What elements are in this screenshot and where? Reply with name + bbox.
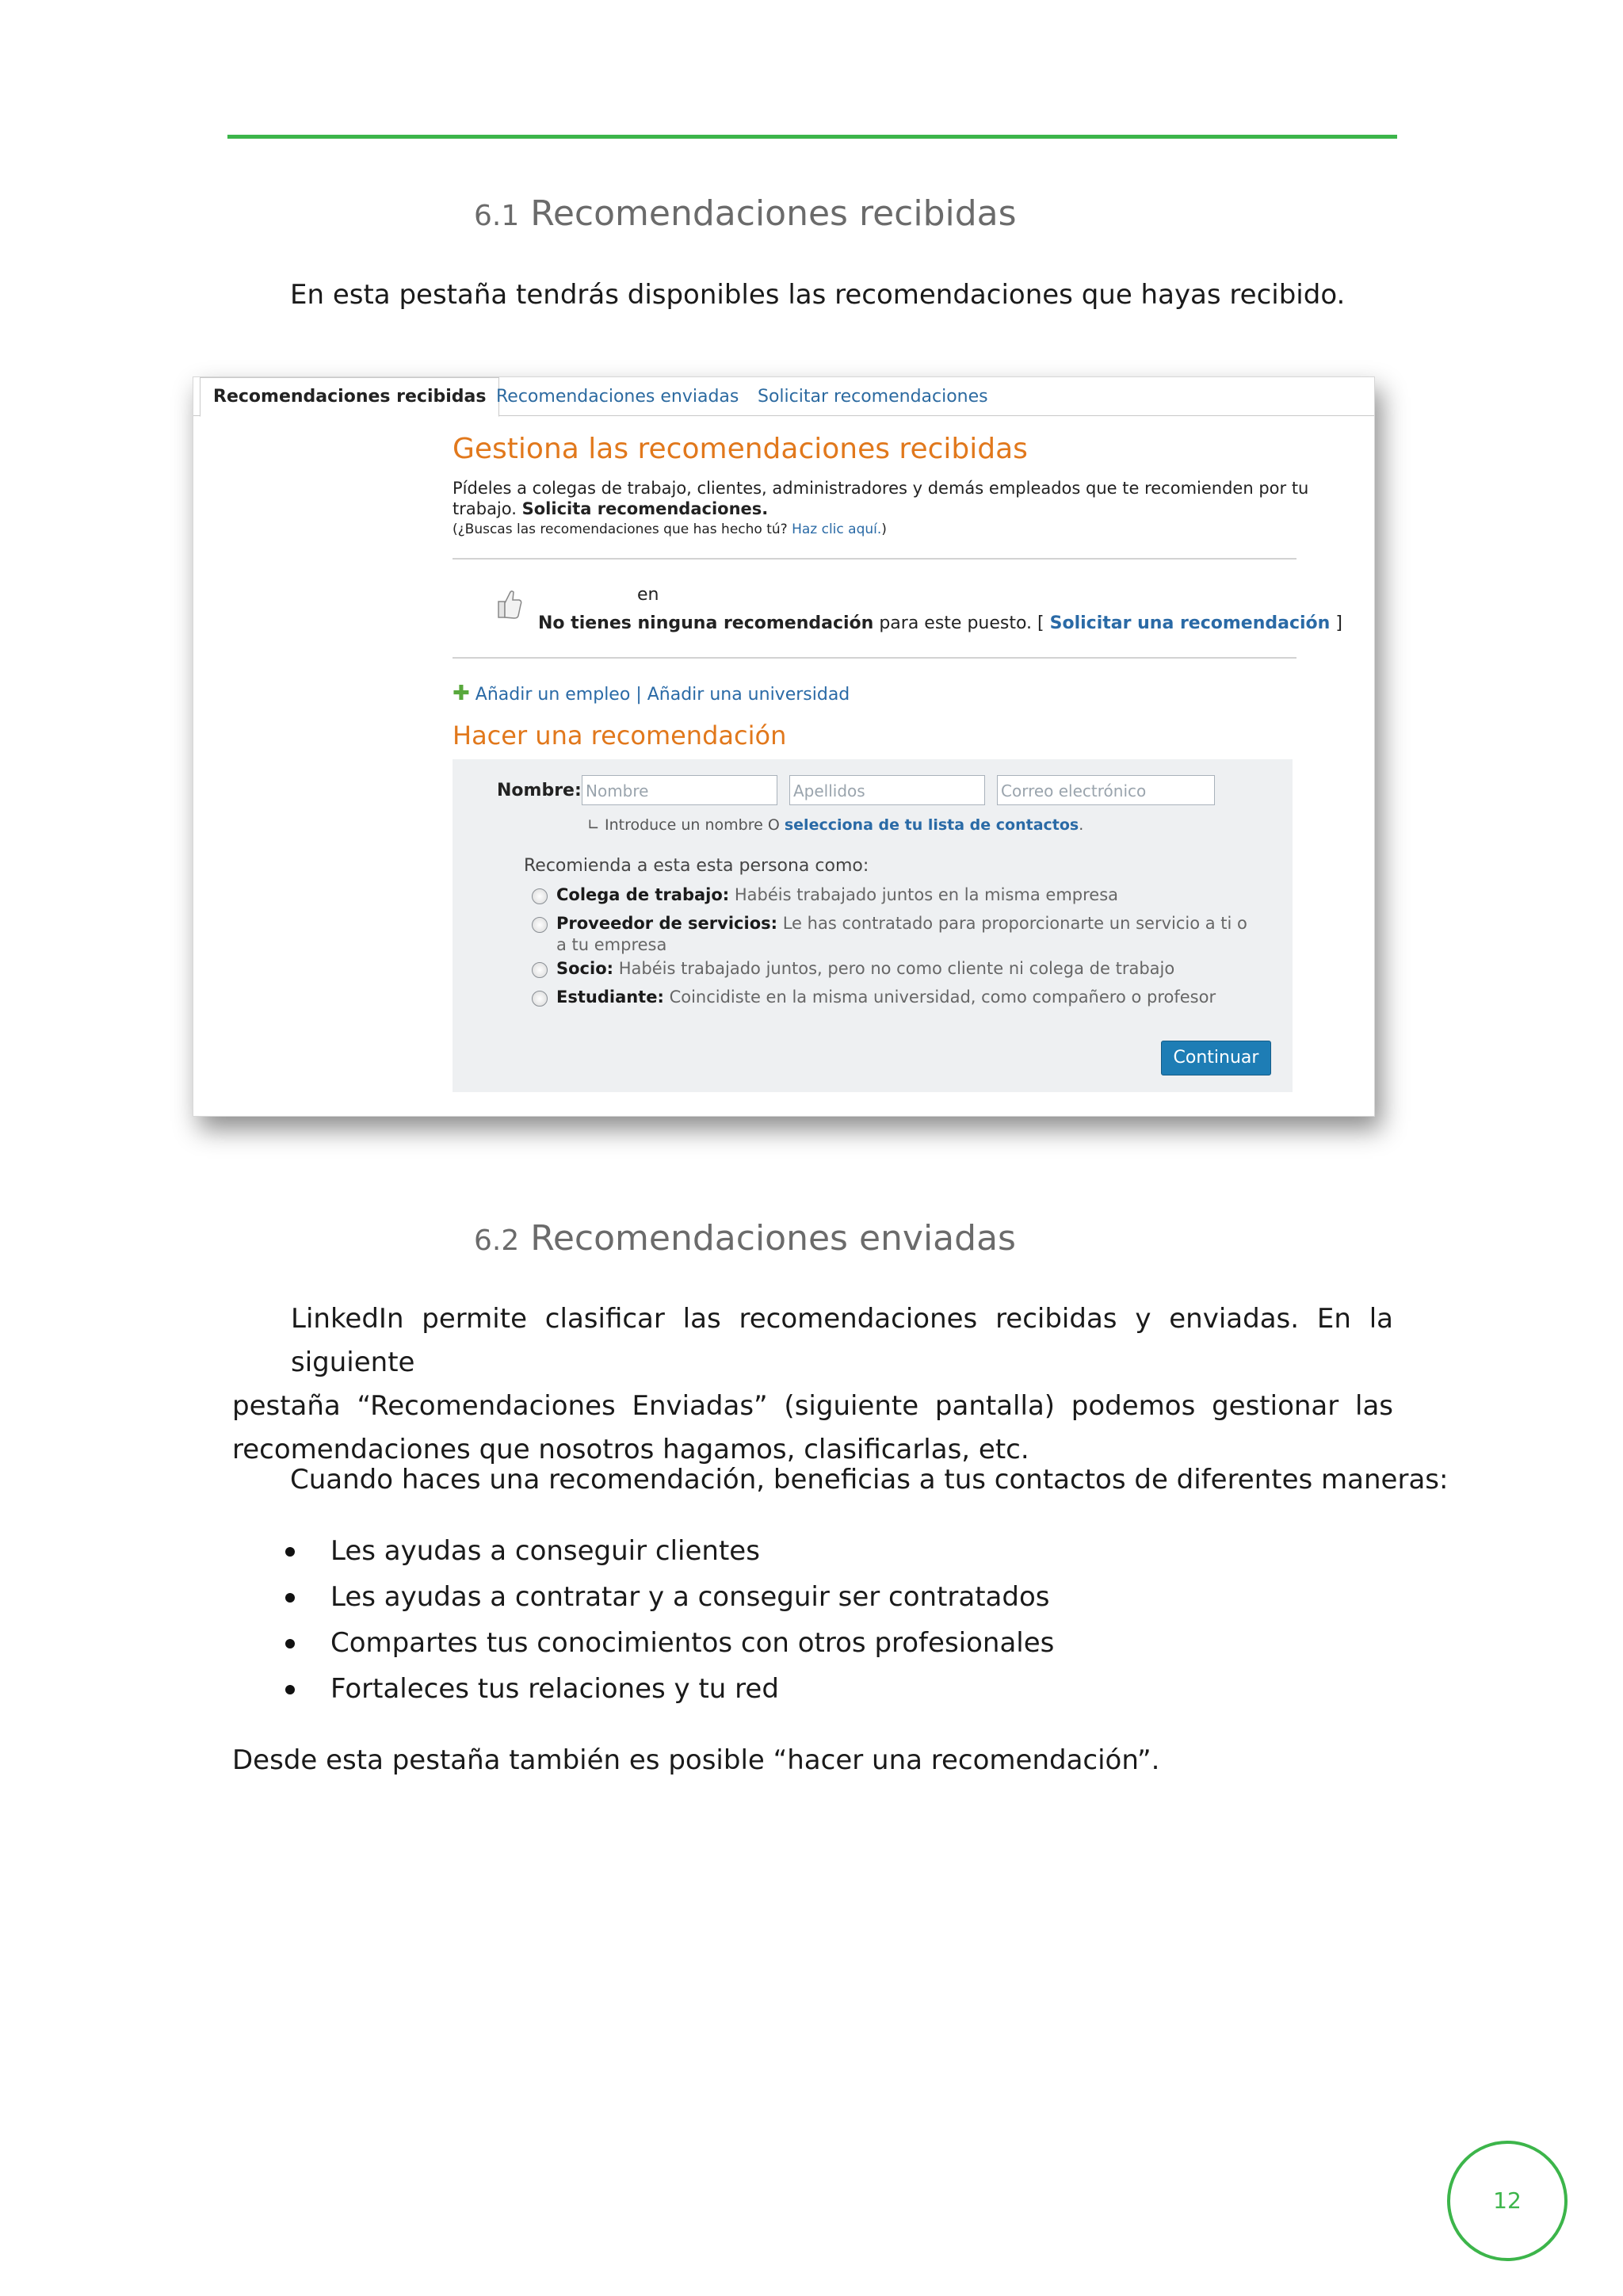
bullet-icon <box>285 1547 295 1557</box>
section-number: 6.2 <box>474 1224 520 1257</box>
paragraph-linkedin <box>232 1297 1393 1472</box>
radio-proveedor[interactable] <box>532 917 548 933</box>
option-desc: Coincidiste en la misma universidad, como compañero o profesor <box>669 988 1216 1007</box>
divider <box>453 558 1296 560</box>
section-heading-6-1 <box>474 193 1017 234</box>
no-recommendation-line <box>538 613 1342 633</box>
hint-link[interactable]: Haz clic aquí. <box>792 521 882 537</box>
position-word: en <box>637 585 659 605</box>
paragraph-closing: Desde esta pestaña también es posible “hacer una recomendación”. <box>232 1744 1160 1776</box>
list-item-text: Fortaleces tus relaciones y tu red <box>330 1673 779 1705</box>
section-title: Recomendaciones enviadas <box>530 1218 1016 1259</box>
select-contacts-link[interactable]: selecciona de tu lista de contactos <box>784 816 1079 834</box>
thumbs-up-icon <box>496 587 523 622</box>
tab-recomendaciones-recibidas[interactable]: Recomendaciones recibidas <box>200 377 499 417</box>
description-line-1: Pídeles a colegas de trabajo, clientes, administradores y demás empleados que te recomienden por tu <box>453 479 1309 498</box>
option-label: Estudiante: <box>556 988 664 1007</box>
section-number: 6.1 <box>474 200 520 232</box>
first-name-input[interactable]: Nombre <box>582 775 777 805</box>
make-recommendation-title: Hacer una recomendación <box>453 720 787 751</box>
option-estudiante <box>556 988 1216 1007</box>
page-number: 12 <box>1493 2187 1522 2214</box>
bullet-icon <box>285 1593 295 1603</box>
section-heading-6-2 <box>474 1218 1016 1259</box>
list-item <box>285 1574 1054 1620</box>
option-desc-continued: a tu empresa <box>556 935 667 954</box>
separator: | <box>636 685 642 705</box>
paragraph-line: recomendaciones que nosotros hagamos, clasificarlas, etc. <box>232 1434 1029 1465</box>
tab-solicitar-recomendaciones[interactable]: Solicitar recomendaciones <box>758 387 988 407</box>
intro-name-text: Introduce un nombre O <box>604 816 780 834</box>
option-desc: Le has contratado para proporcionarte un servicio a ti o <box>782 914 1247 933</box>
add-links-line <box>453 682 850 705</box>
continue-button[interactable]: Continuar <box>1161 1041 1271 1075</box>
option-socio <box>556 959 1174 978</box>
paragraph-benefits: Cuando haces una recomendación, beneficias a tus contactos de diferentes maneras: <box>290 1464 1449 1496</box>
corner-icon: ∟ <box>587 816 600 834</box>
list-item-text: Les ayudas a contratar y a conseguir ser contratados <box>330 1581 1050 1613</box>
tab-bar <box>193 377 1374 416</box>
list-item <box>285 1528 1054 1574</box>
radio-colega[interactable] <box>532 888 548 904</box>
paragraph-line: LinkedIn permite clasificar las recomendaciones recibidas y enviadas. En la siguiente <box>291 1303 1393 1378</box>
option-desc: Habéis trabajado juntos, pero no como cliente ni colega de trabajo <box>618 959 1175 978</box>
option-label: Colega de trabajo: <box>556 885 730 904</box>
benefits-list <box>285 1528 1054 1712</box>
intro-paragraph: En esta pestaña tendrás disponibles las recomendaciones que hayas recibido. <box>290 279 1346 311</box>
radio-estudiante[interactable] <box>532 991 548 1007</box>
name-label: Nombre: <box>497 781 582 800</box>
list-item-text: Compartes tus conocimientos con otros profesionales <box>330 1627 1055 1659</box>
hint-line <box>453 521 887 537</box>
divider <box>453 657 1296 659</box>
add-job-link[interactable]: Añadir un empleo <box>475 685 631 705</box>
header-rule <box>227 135 1397 139</box>
intro-name-end: . <box>1079 816 1084 834</box>
option-desc: Habéis trabajado juntos en la misma empresa <box>734 885 1119 904</box>
manage-title: Gestiona las recomendaciones recibidas <box>453 433 1028 465</box>
list-item <box>285 1620 1054 1666</box>
plus-icon: ✚ <box>453 682 470 705</box>
no-reco-end: ] <box>1335 613 1342 633</box>
no-reco-text: para este puesto. [ <box>879 613 1044 633</box>
list-item-text: Les ayudas a conseguir clientes <box>330 1535 760 1567</box>
description-line-2 <box>453 499 768 518</box>
section-title: Recomendaciones recibidas <box>530 193 1017 234</box>
linkedin-screenshot <box>193 376 1375 1117</box>
request-recommendation-link[interactable]: Solicitar una recomendación <box>1049 613 1331 633</box>
list-item <box>285 1666 1054 1712</box>
no-reco-bold: No tienes ninguna recomendación <box>538 613 874 633</box>
bullet-icon <box>285 1639 295 1648</box>
description-text: trabajo. <box>453 499 517 518</box>
tab-recomendaciones-enviadas[interactable]: Recomendaciones enviadas <box>496 387 739 407</box>
option-label: Proveedor de servicios: <box>556 914 778 933</box>
solicit-link[interactable]: Solicita recomendaciones. <box>521 499 769 518</box>
hint-end: ) <box>881 521 887 537</box>
intro-name-line <box>587 816 1083 834</box>
option-colega <box>556 885 1118 904</box>
option-label: Socio: <box>556 959 614 978</box>
email-input[interactable]: Correo electrónico <box>997 775 1215 805</box>
bullet-icon <box>285 1685 295 1694</box>
hint-text: (¿Buscas las recomendaciones que has hecho tú? <box>453 521 788 537</box>
recommend-as-label: Recomienda a esta esta persona como: <box>524 856 869 876</box>
paragraph-line: pestaña “Recomendaciones Enviadas” (siguiente pantalla) podemos gestionar las <box>232 1390 1393 1422</box>
add-university-link[interactable]: Añadir una universidad <box>647 685 850 705</box>
last-name-input[interactable]: Apellidos <box>789 775 985 805</box>
option-proveedor <box>556 914 1247 933</box>
radio-socio[interactable] <box>532 962 548 978</box>
